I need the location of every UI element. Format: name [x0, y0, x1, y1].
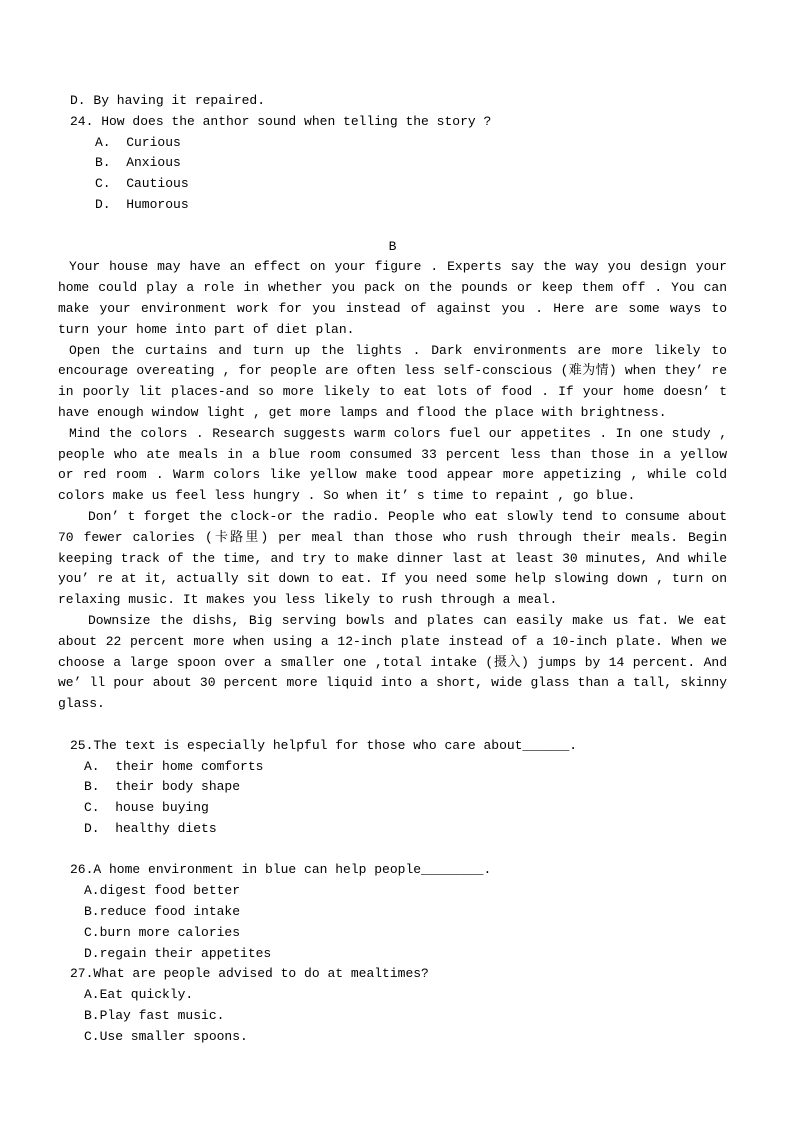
question-24-options — [58, 133, 727, 216]
passage-paragraph-1: Your house may have an effect on your figure . Experts say the way you design your home could play a role in whether you pack on the pounds or keep them off . You can make your environment work for you instead of against you . Here are some ways to turn your home into part of diet plan. — [58, 259, 727, 337]
answer-option-b: B.Play fast music. — [84, 1008, 225, 1024]
passage-paragraph-2: Open the curtains and turn up the lights . Dark environments are more likely to encourage overeating , for people are often less self-conscious (难为情) when they’ re in poorly lit places-and so more likely to eat lots of food . If your home doesn’ t have enough window light , get more lamps and flood the place with brightness. — [58, 342, 727, 420]
passage-paragraph-3: Mind the colors . Research suggests warm colors fuel our appetites . In one study , people who ate meals in a blue room consumed 33 percent less than those in a yellow or red room . Warm colors like yellow make tood appear more appetizing , while cold colors make us feel less hungry . So when it’ s time to repaint , go blue. — [58, 425, 727, 504]
answer-option-a: A. Curious — [95, 134, 181, 150]
reading-passage — [58, 257, 727, 715]
answer-option-d: D. Humorous — [95, 196, 189, 212]
question-27-text: 27.What are people advised to do at mealtimes? — [70, 966, 429, 982]
carryover-answer-option-d: D. By having it repaired. — [70, 93, 266, 108]
question-25-block — [58, 736, 727, 840]
spacer — [58, 715, 727, 736]
answer-option-a: A. their home comforts — [84, 758, 264, 774]
answer-option-d: D. healthy diets — [84, 820, 217, 836]
answer-option-c: C.burn more calories — [84, 924, 241, 940]
question-26-block — [58, 860, 727, 964]
question-27-block — [58, 964, 727, 1047]
answer-option-d: D.regain their appetites — [84, 945, 272, 961]
answer-option-c: C.Use smaller spoons. — [84, 1028, 248, 1044]
spacer — [58, 840, 727, 861]
question-25-text: 25.The text is especially helpful for those who care about______. — [70, 737, 578, 753]
answer-option-b: B.reduce food intake — [84, 904, 241, 920]
passage-paragraph-5: Downsize the dishs, Big serving bowls and plates can easily make us fat. We eat about 22 percent more when using a 12-inch plate instead of a 10-inch plate. When we choose a large spoon over a smaller one ,total intake (摄入) jumps by 14 percent. And we’ ll pour about 30 percent more liquid into a short, wide glass than a tall, skinny glass. — [58, 612, 727, 712]
section-heading-b: B — [388, 238, 397, 254]
question-24-text: 24. How does the anthor sound when telling the story ? — [70, 113, 492, 129]
passage-paragraph-4: Don’ t forget the clock-or the radio. People who eat slowly tend to consume about 70 fewer calories (卡路里) per meal than those who rush through their meals. Begin keeping track of the time, and try to make dinner last at least 30 minutes, And while you’ re at it, actually sit down to eat. If you need some help slowing down , turn on relaxing music. It makes you less likely to rush through a meal. — [58, 508, 727, 608]
answer-option-c: C. house buying — [84, 800, 209, 816]
answer-option-b: B. their body shape — [84, 779, 241, 795]
answer-option-b: B. Anxious — [95, 155, 181, 171]
answer-option-a: A.digest food better — [84, 883, 241, 899]
answer-option-c: C. Cautious — [95, 176, 189, 192]
question-26-text: 26.A home environment in blue can help people________. — [70, 862, 492, 878]
spacer — [58, 216, 727, 237]
answer-option-a: A.Eat quickly. — [84, 987, 194, 1003]
